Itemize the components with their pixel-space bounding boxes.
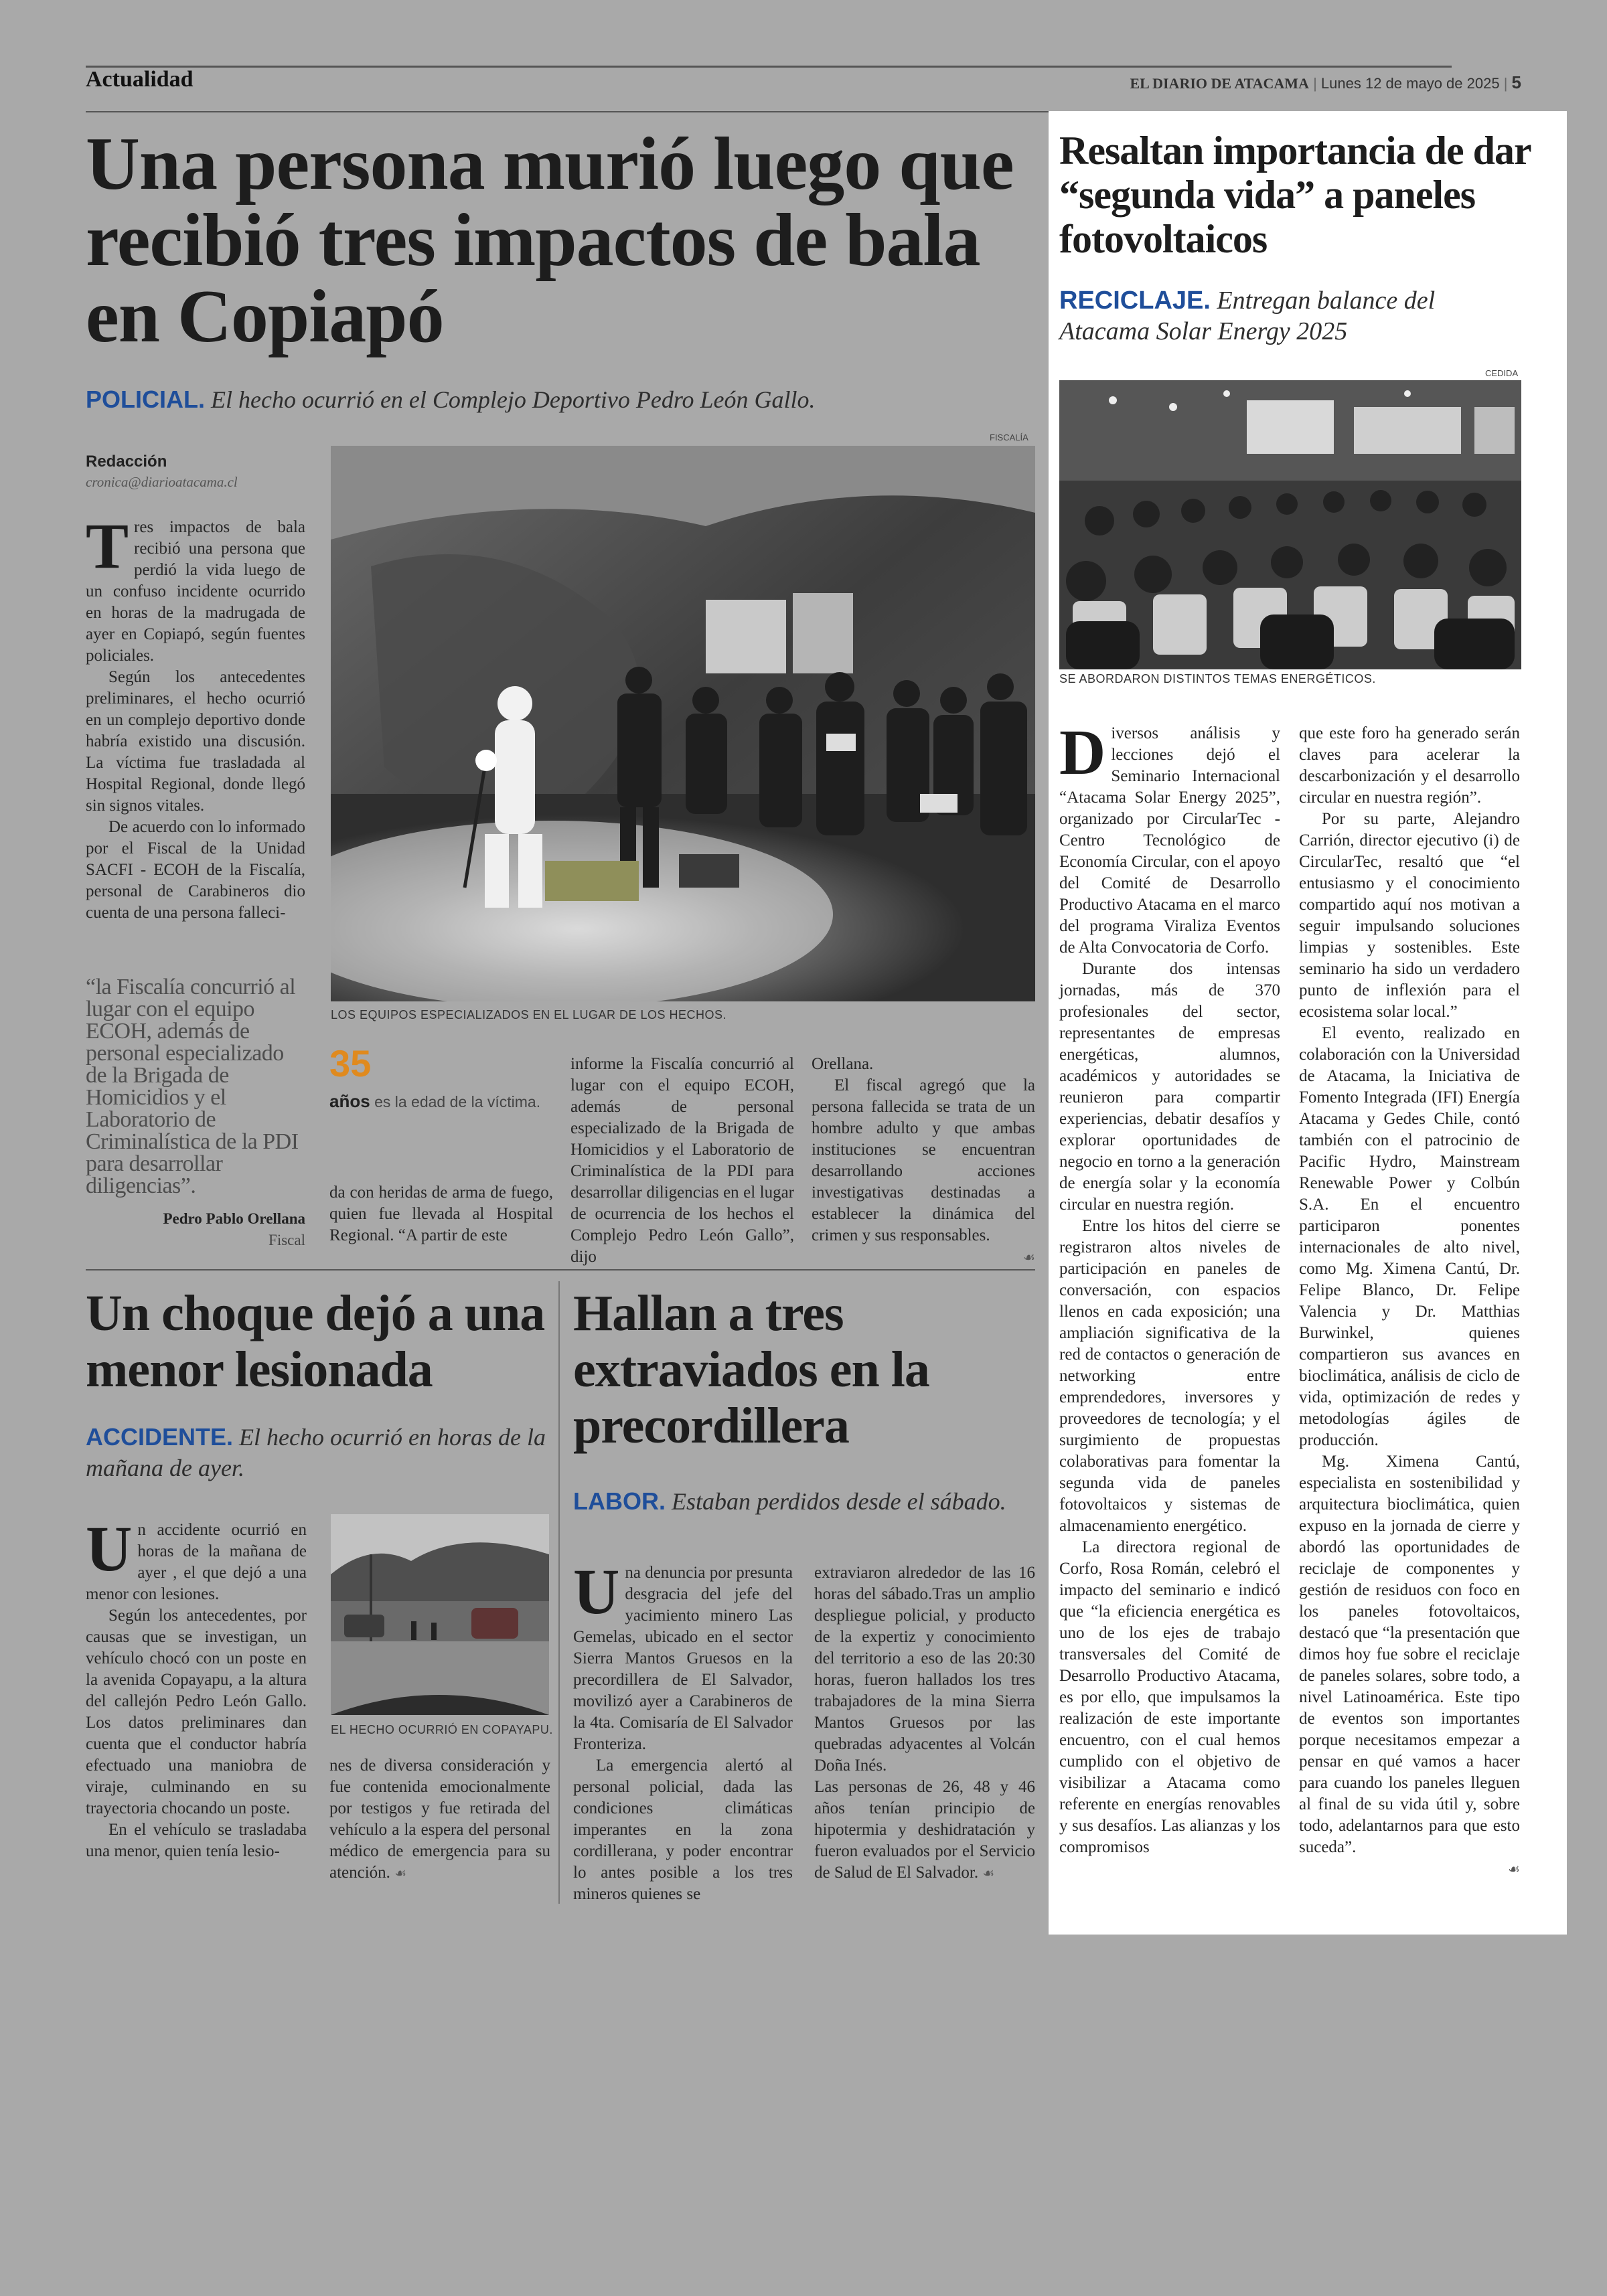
story1-col4-p1: Orellana. [812,1055,874,1073]
story1-kicker-tag: POLICIAL. [86,386,205,413]
issue-date: Lunes 12 de mayo de 2025 [1320,75,1500,92]
story1-col3 [570,1054,794,1268]
story2-col2 [329,1755,550,1884]
story4-photo-credit: CEDIDA [1485,368,1519,378]
story4-headline: Resaltan importancia de dar “segunda vida” a paneles fotovoltaicos [1059,129,1531,261]
story4-col2-p2: Por su parte, Alejandro Carrión, director ejecutivo (i) de CircularTec, resaltó que “el entusiasmo y el conocimiento compartido aquí nos motivan a seguir impulsando soluciones limpias y sostenibles. Este seminario ha sido un verdadero punto de inflexión para el ecosistema solar local.” [1299,810,1520,1021]
story4-dropcap: D [1059,716,1106,788]
story1-col1 [86,510,305,924]
story3-end-mark: ☙ [982,1865,995,1881]
story1-col4-p2: El fiscal agregó que la persona fallecida se trata de un hombre adulto y que ambas instituciones se encuentran desarrollando acciones investigativas destinadas a establecer la dinámica del crimen y sus responsables. [812,1076,1035,1244]
story4-col1-p1: iversos análisis y lecciones dejó el Seminario Internacional “Atacama Solar Energy 2025”, organizado por CircularTec - Centro Tecnológico de Economía Circular, con el apoyo del Comité de Desarrollo Productivo Atacama en el marco del programa Viraliza Eventos de Alta Convocatoria de Corfo. [1059,724,1280,957]
story4-col1-p4: La directora regional de Corfo, Rosa Román, celebró el impacto del seminario e indicó que “la eficiencia energética es uno de los ejes de trabajo transversales del Comité de Desarrollo Productivo Atacama, es por ello, que impulsamos la realización de este importante encuentro, con el cual hemos cumplido con el objetivo de visibilizar a Atacama como referente en energías renovables y sus desafíos. Las alianzas y los compromisos [1059,1538,1280,1856]
header-top-rule [86,66,1452,68]
story1-col1-p1: res impactos de bala recibió una persona que perdió la vida luego de un confuso incidente ocurrido en horas de la madrugada de ayer en Copiapó, según fuentes policiales. [86,518,305,665]
story3-kicker-tag: LABOR. [573,1487,666,1515]
story1-col3-text: informe la Fiscalía concurrió al lugar con el equipo ECOH, además de personal especializado de la Brigada de Homicidios y el Laboratorio de Criminalística de la PDI para desarrollar diligencias en el lugar de ocurrencia de los hechos el Complejo Pedro León Gallo”, dijo [570,1055,794,1266]
story2-col1 [86,1513,307,1862]
story3-kicker-text: Estaban perdidos desde el sábado. [672,1488,1006,1515]
story3-kicker [573,1486,1015,1517]
story1-col2-text: da con heridas de arma de fuego, quien fue llevada al Hospital Regional. “A partir de este [329,1183,553,1244]
story1-photo [331,446,1035,1001]
story3-col1-p1: na denuncia por presunta desgracia del jefe del yacimiento minero Las Gemelas, ubicado en el sector Sierra Mantos Gruesos en la precordillera de El Salvador, movilizó ayer a Carabineros de la 4ta. Comisaría de El Salvador Fronteriza. [573,1564,793,1753]
story3-col1-p2: La emergencia alertó al personal policial, dada las condiciones climáticas imperantes en la zona cordillerana, y poder encontrar lo antes posible a los tres mineros quienes se [573,1756,793,1903]
story1-email: cronica@diarioatacama.cl [86,474,238,490]
story4-kicker [1059,285,1528,347]
story2-col2-text: nes de diversa consideración y fue contenida emocionalmente por testigos y fue retirada del vehículo a la espera del personal médico de emergencia para su atención. [329,1756,550,1882]
story1-pull-quote: “la Fiscalía concurrió al lugar con el equipo ECOH, además de personal especializado de la Brigada de Homicidios y el Laboratorio de Criminalística de la PDI para desarrollar diligencias”. [86,975,299,1198]
story2-col1-p3: En el vehículo se trasladaba una menor, quien tenía lesio- [86,1821,307,1860]
story2-story3-divider [558,1281,560,1904]
story3-headline: Hallan a tres extraviados en la precordillera [573,1285,929,1454]
story1-kicker-text: El hecho ocurrió en el Complejo Deportivo Pedro León Gallo. [211,386,816,413]
story4-kicker-text: Entregan balance del Atacama Solar Energy 2025 [1059,286,1436,345]
story1-headline: Una persona murió luego que recibió tres impactos de bala en Copiapó [86,122,1014,358]
story4-photo-caption: SE ABORDARON DISTINTOS TEMAS ENERGÉTICOS. [1059,672,1376,685]
story3-col2 [814,1562,1035,1884]
story2-col1-p2: Según los antecedentes, por causas que se investigan, un vehículo chocó con un poste en la avenida Copayapu, a la altura del callejón Pedro León Gallo. Los datos preliminares dan cuenta que el conductor habría efectuado una maniobra de viraje, culminando en su trayectoria chocando un poste. [86,1607,307,1817]
story3-col2-p2: Las personas de 26, 48 y 46 años tenían principio de hipotermia y deshidratación y fueron evaluados por el Servicio de Salud de El Salvador. [814,1778,1035,1882]
story4-col1-p3: Entre los hitos del cierre se registraron altos niveles de participación en paneles de conversación, con espacios llenos en cada exposición; una ampliación significativa de la red de contactos o generación de networking entre emprendedores, inversores y proveedores de tecnología; y el surgimiento de propuestas colaborativas para fomentar la segunda vida de paneles fotovoltaicos y sistemas de almacenamiento energético. [1059,1217,1280,1535]
story1-col1-p3: De acuerdo con lo informado por el Fiscal de la Unidad SACFI - ECOH de la Fiscalía, personal de Carabineros dio cuenta de una persona falleci- [86,818,305,922]
story4-col2 [1299,723,1520,1880]
story1-col4 [812,1054,1035,1268]
story2-end-mark: ☙ [394,1865,407,1881]
story2-kicker-text: El hecho ocurrió en horas de la mañana de ayer. [86,1424,546,1481]
story1-col2 [329,1182,553,1246]
story1-stat-text: es la edad de la víctima. [374,1093,541,1111]
story1-kicker [86,386,1023,414]
story4-photo [1059,380,1521,669]
story1-end-mark: ☙ [1023,1249,1035,1265]
story4-col2-p1: que este foro ha generado serán claves para acelerar la descarbonización y el desarrollo circular en nuestra región”. [1299,724,1520,807]
story3-col1 [573,1556,793,1905]
story2-photo-caption: EL HECHO OCURRIÓ EN COPAYAPU. [331,1723,553,1736]
story1-byline: Redacción [86,453,167,471]
story4-col1 [1059,716,1280,1858]
section-label: Actualidad [86,67,194,92]
story1-quote-role: Fiscal [269,1232,305,1248]
story1-stat-line [329,1091,544,1112]
story4-col2-p3: El evento, realizado en colaboración con la Universidad de Atacama, la Iniciativa de Fomento Integrada (IFI) Energía Atacama y Gedes Chile, contó también con el patrocinio de Pacific Hydro, Mainstream Renewable Power y Colbún S.A. En el encuentro participaron ponentes internacionales de alto nivel, como Mg. Ximena Cantú, Dr. Felipe Blanco, Dr. Felipe Valencia y Dr. Matthias Burwinkel, quienes compartieron sus avances en bioclimática, análisis de ciclo de vida, optimización de redes y metodologías ágiles de producción. [1299,1024,1520,1449]
story1-dropcap: T [86,510,129,582]
story3-dropcap: U [573,1556,620,1627]
story3-col2-p1: extraviaron alrededor de las 16 horas del sábado.Tras un amplio despliegue policial, y producto de la expertiz y conocimiento del territorio a eso de las 20:30 horas, fueron hallados los tres trabajadores de la mina Sierra Mantos Gruesos por las quebradas adyacentes al Volcán Doña Inés. [814,1564,1035,1775]
story2-kicker-tag: ACCIDENTE. [86,1423,234,1451]
story2-kicker [86,1422,548,1483]
story1-stat-number: 35 [329,1042,372,1084]
paper-name: EL DIARIO DE ATACAMA [1130,75,1309,92]
story1-col1-p2: Según los antecedentes preliminares, el hecho ocurrió en un complejo deportivo donde habría existido una discusión. La víctima fue trasladada al Hospital Regional, donde llegó sin signos vitales. [86,668,305,815]
story1-photo-credit: FISCALÍA [990,432,1028,442]
story4-col2-p4: Mg. Ximena Cantú, especialista en sostenibilidad y arquitectura bioclimática, quien expuso en la jornada de cierre y abordó las oportunidades de reciclaje de componentes y gestión de residuos con foco en los paneles fotovoltaicos, destacó que “la presentación que dimos hoy fue sobre el reciclaje de paneles solares, sobre todo, a nivel Latinoamérica. Este tipo de eventos son importantes porque necesitamos empezar a pensar en qué vamos a hacer para cuando los paneles lleguen al final de su vida útil y, sobre todo, adelantarnos para que esto suceda”. [1299,1453,1520,1856]
story4-col1-p2: Durante dos intensas jornadas, más de 370 profesionales del sector, representantes de empresas energéticas, alumnos, académicos y autoridades se reunieron para compartir experiencias, debatir desafíos y explorar oportunidades de negocio en torno a la generación de energía solar y la economía circular en nuestra región. [1059,960,1280,1214]
story1-stat-unit: años [329,1091,370,1111]
story4-kicker-tag: RECICLAJE. [1059,286,1211,315]
story4-end-mark: ☙ [1508,1861,1520,1877]
story1-bottom-rule [86,1269,1035,1270]
story2-headline: Un choque dejó a una menor lesionada [86,1285,545,1398]
story1-photo-caption: LOS EQUIPOS ESPECIALIZADOS EN EL LUGAR DE LOS HECHOS. [331,1008,726,1021]
story2-photo [331,1514,549,1715]
story2-dropcap: U [86,1513,133,1584]
page-number: 5 [1511,72,1521,92]
story2-col1-p1: n accidente ocurrió en horas de la mañana de ayer , el que dejó a una menor con lesiones. [86,1521,307,1603]
masthead-line: EL DIARIO DE ATACAMA | Lunes 12 de mayo de 2025 | 5 [1130,72,1521,92]
story1-quote-name: Pedro Pablo Orellana [163,1210,305,1227]
